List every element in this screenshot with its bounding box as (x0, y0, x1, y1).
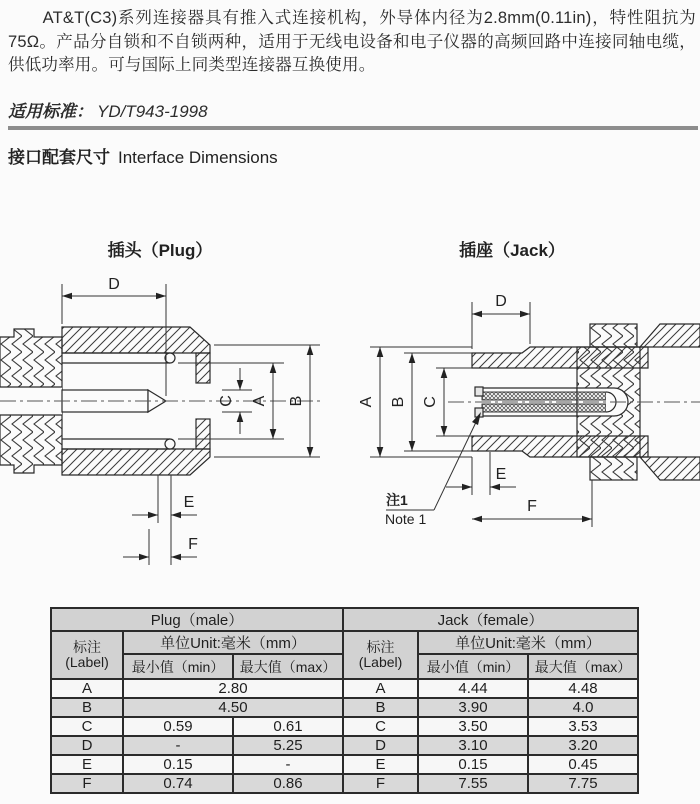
jack-max-cell: 0.45 (528, 755, 638, 774)
intro-paragraph: AT&T(C3)系列连接器具有推入式连接机构，外导体内径为2.8mm(0.11in)，特性阻抗为75Ω。产品分自锁和不自锁两种，适用于无线电设备和电子仪器的高频回路中连接同轴电缆，供低功率用。可与国际上同类型连接器互换使用。 (8, 9, 696, 74)
plug-min-header: 最小值（min） (123, 654, 233, 679)
jack-drawing (348, 256, 700, 591)
plug-label-cell: C (51, 717, 123, 736)
table-unit-header-row (51, 631, 638, 654)
jack-group-header: Jack（female） (343, 608, 638, 631)
plug-drawing (0, 256, 345, 578)
plug-max-cell: 0.61 (233, 717, 343, 736)
plug-value-cell: 2.80 (123, 679, 343, 698)
plug-caption: 插头（Plug） (107, 241, 213, 260)
plug-dim-label-a: A (251, 395, 268, 407)
jack-dim-label-d: D (495, 293, 507, 310)
plug-unit-header: 单位Unit:毫米（mm） (123, 631, 343, 654)
table-row-c (51, 717, 638, 736)
plug-label-cell: E (51, 755, 123, 774)
plug-value-cell: 4.50 (123, 698, 343, 717)
jack-max-cell: 3.53 (528, 717, 638, 736)
section-heading (8, 143, 278, 168)
plug-label-cell: F (51, 774, 123, 793)
plug-label-cell: B (51, 698, 123, 717)
jack-label-cell: C (343, 717, 418, 736)
plug-min-cell: - (123, 736, 233, 755)
plug-max-header: 最大值（max） (233, 654, 343, 679)
plug-dim-label-d: D (108, 276, 120, 293)
plug-dim-label-f: F (188, 536, 198, 553)
plug-label-cell: D (51, 736, 123, 755)
plug-max-cell: 5.25 (233, 736, 343, 755)
jack-dim-label-c: C (422, 396, 439, 408)
table-row-f (51, 774, 638, 793)
plug-dim-label-e: E (183, 494, 195, 511)
jack-caption: 插座（Jack） (459, 241, 565, 260)
jack-note-en: Note 1 (385, 511, 427, 527)
plug-max-cell: 0.86 (233, 774, 343, 793)
jack-min-cell: 4.44 (418, 679, 528, 698)
horizontal-rule (8, 126, 698, 130)
jack-dim-label-e: E (495, 466, 507, 483)
jack-min-cell: 7.55 (418, 774, 528, 793)
jack-dim-label-f: F (527, 498, 537, 515)
jack-min-cell: 3.50 (418, 717, 528, 736)
standard-label: 适用标准： (8, 102, 93, 121)
table-row-d (51, 736, 638, 755)
jack-dim-label-b: B (390, 396, 407, 408)
plug-min-cell: 0.15 (123, 755, 233, 774)
jack-min-cell: 3.10 (418, 736, 528, 755)
jack-dim-label-a: A (358, 396, 375, 408)
table-group-header-row (51, 608, 638, 631)
jack-max-header: 最大值（max） (528, 654, 638, 679)
jack-label-cell: A (343, 679, 418, 698)
jack-label-header: 标注 (Label) (343, 631, 418, 679)
table-row-b (51, 698, 638, 717)
jack-unit-header: 单位Unit:毫米（mm） (418, 631, 638, 654)
jack-label-cell: D (343, 736, 418, 755)
jack-max-cell: 4.48 (528, 679, 638, 698)
plug-dim-label-c: C (218, 395, 235, 407)
plug-max-cell: - (233, 755, 343, 774)
jack-note-zh: 注1 (386, 492, 408, 508)
jack-min-cell: 3.90 (418, 698, 528, 717)
jack-min-cell: 0.15 (418, 755, 528, 774)
dimensions-table (50, 607, 639, 794)
applicable-standard (8, 97, 208, 122)
table-row-a (51, 679, 638, 698)
plug-label-header: 标注 (Label) (51, 631, 123, 679)
section-title-en: Interface Dimensions (118, 148, 278, 167)
plug-group-header: Plug（male） (51, 608, 343, 631)
jack-max-cell: 7.75 (528, 774, 638, 793)
jack-label-cell: B (343, 698, 418, 717)
section-title-zh: 接口配套尺寸 (8, 148, 110, 167)
jack-label-cell: F (343, 774, 418, 793)
plug-dimensions (62, 284, 320, 565)
jack-max-cell: 3.20 (528, 736, 638, 755)
plug-min-cell: 0.59 (123, 717, 233, 736)
table-row-e (51, 755, 638, 774)
jack-min-header: 最小值（min） (418, 654, 528, 679)
plug-label-cell: A (51, 679, 123, 698)
plug-dim-label-b: B (288, 395, 305, 407)
jack-label-cell: E (343, 755, 418, 774)
plug-min-cell: 0.74 (123, 774, 233, 793)
jack-max-cell: 4.0 (528, 698, 638, 717)
standard-value: YD/T943-1998 (97, 102, 208, 121)
